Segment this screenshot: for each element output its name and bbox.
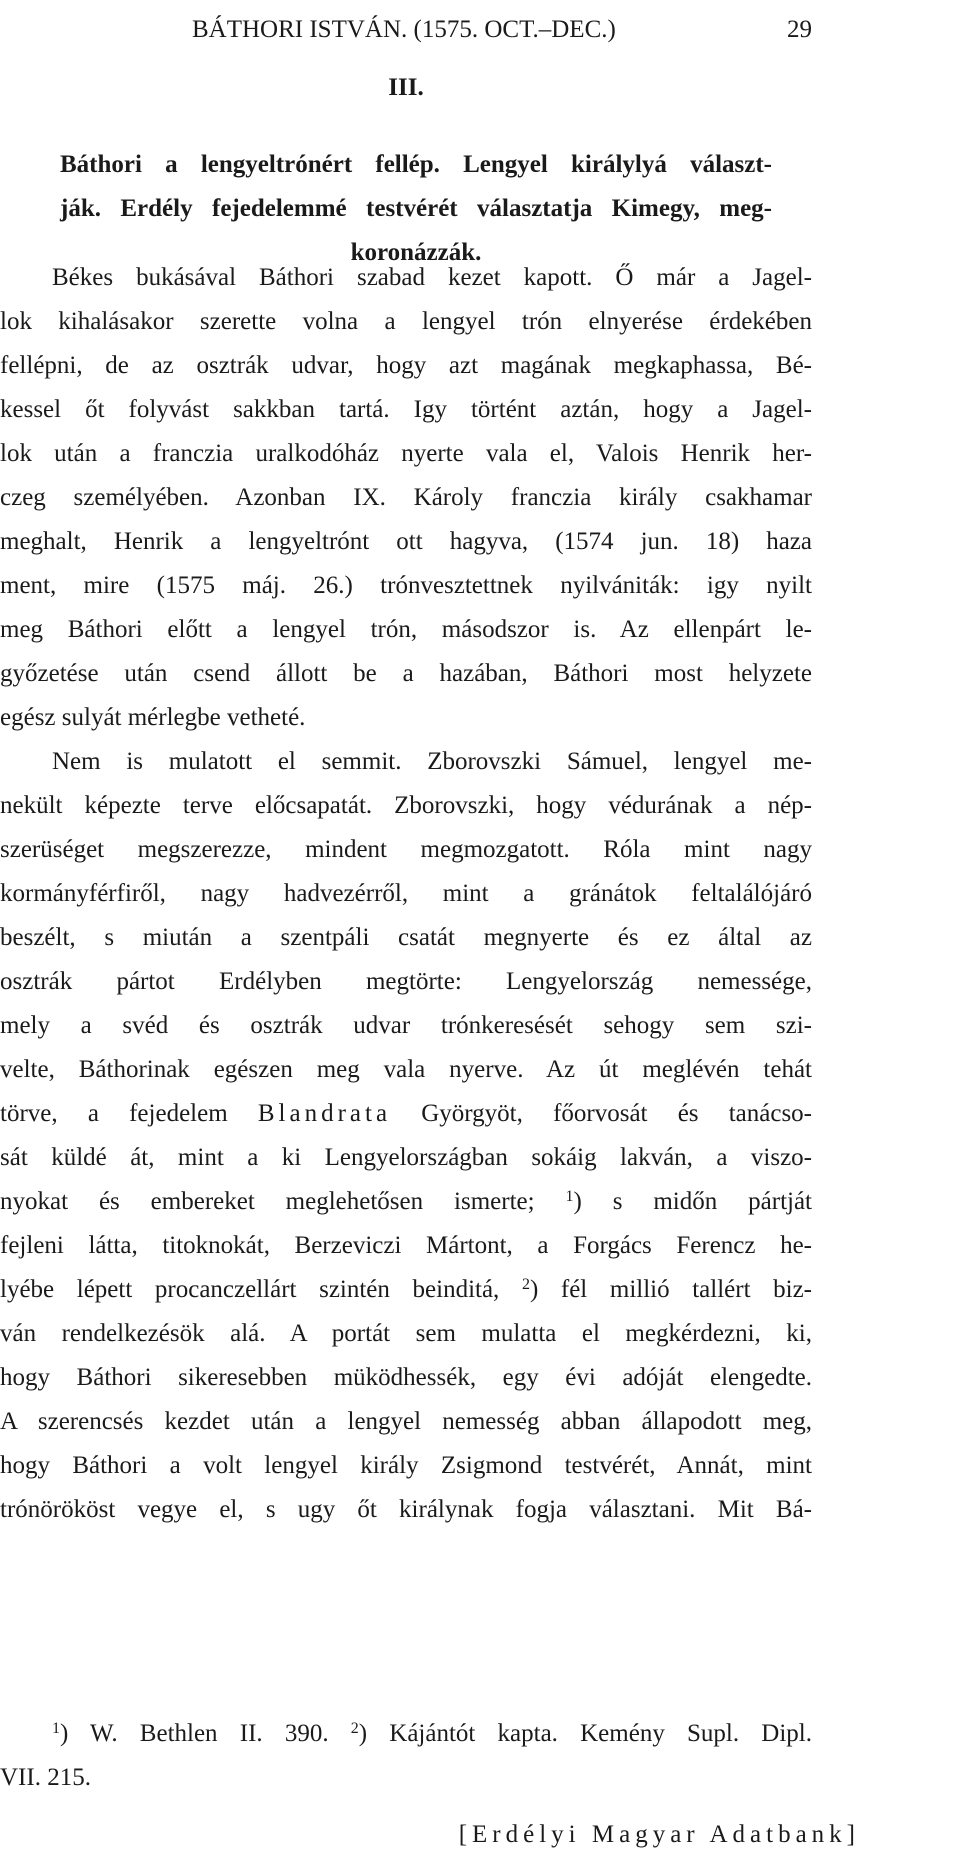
footnote-marker: 2	[521, 1276, 530, 1293]
text-line: ment, mire (1575 máj. 26.) trónvesztettnek nyilvániták: igy nyilt	[0, 572, 812, 599]
running-header-title: BÁTHORI ISTVÁN. (1575. OCT.–DEC.)	[192, 16, 616, 43]
text-line: fellépni, de az osztrák udvar, hogy azt magának megkaphassa, Bé-	[0, 352, 812, 379]
text-line: czeg személyében. Azonban IX. Károly franczia király csakhamar	[0, 484, 812, 511]
chapter-title-line: koronázzák.	[350, 239, 482, 266]
text-line: osztrák pártot Erdélyben megtörte: Lengyelország nemessége,	[0, 968, 812, 995]
footnotes	[0, 1712, 812, 1800]
text-line: velte, Báthorinak egészen meg vala nyerve. Az út meglévén tehát	[0, 1056, 812, 1083]
text-line	[0, 1268, 812, 1312]
text-fragment: lyébe lépett procanczellárt szintén beinditá,	[0, 1276, 500, 1303]
text-line: Nem is mulatott el semmit. Zborovszki Sámuel, lengyel me-	[52, 748, 812, 775]
text-line: ván rendelkezésök alá. A portát sem mulatta el megkérdezni, ki,	[0, 1320, 812, 1347]
text-line: egész sulyát mérlegbe vetheté.	[0, 704, 306, 731]
text-fragment: ) fél millió tallért biz-	[529, 1276, 813, 1303]
footnote-text: ) W. Bethlen II. 390.	[60, 1720, 329, 1747]
text-line: beszélt, s miután a szentpáli csatát megnyerte és ez által az	[0, 924, 812, 951]
text-line: Békes bukásával Báthori szabad kezet kapott. Ő már a Jagel-	[52, 264, 812, 291]
footnote-text: ) Kájántót kapta. Kemény Supl. Dipl.	[358, 1720, 812, 1747]
text-line: mely a svéd és osztrák udvar trónkeresését sehogy sem szi-	[0, 1012, 812, 1039]
text-fragment: Györgyöt, főorvosát és tanácso-	[421, 1100, 812, 1127]
footnote-line	[0, 1712, 812, 1756]
text-line: kessel őt folyvást sakkban tartá. Igy történt aztán, hogy a Jagel-	[0, 396, 812, 423]
text-line: szerüséget megszerezze, mindent megmozgatott. Róla mint nagy	[0, 836, 812, 863]
running-header	[192, 8, 812, 52]
text-line: fejleni látta, titoknokát, Berzeviczi Mártont, a Forgács Ferencz he-	[0, 1232, 812, 1259]
text-fragment: nyokat és embereket meglehetősen ismerte;	[0, 1188, 535, 1215]
text-line	[0, 1092, 812, 1136]
footer-watermark: [Erdélyi Magyar Adatbank]	[458, 1821, 860, 1848]
text-line: lok után a franczia uralkodóház nyerte vala el, Valois Henrik her-	[0, 440, 812, 467]
footnote-marker: 1	[565, 1188, 574, 1205]
footnote-line: VII. 215.	[0, 1764, 91, 1791]
text-line: A szerencsés kezdet után a lengyel nemesség abban állapodott meg,	[0, 1408, 812, 1435]
text-line: meghalt, Henrik a lengyeltrónt ott hagyva, (1574 jun. 18) haza	[0, 528, 812, 555]
text-fragment: ) s midőn pártját	[573, 1188, 812, 1215]
text-line: hogy Báthori sikeresebben müködhessék, egy évi adóját elengedte.	[0, 1364, 812, 1391]
body-text	[0, 256, 812, 1532]
page-number: 29	[787, 16, 812, 43]
text-fragment: törve, a fejedelem	[0, 1100, 228, 1127]
text-line: hogy Báthori a volt lengyel király Zsigmond testvérét, Annát, mint	[0, 1452, 812, 1479]
text-line: lok kihalásakor szerette volna a lengyel trón elnyerése érdekében	[0, 308, 812, 335]
text-line: meg Báthori előtt a lengyel trón, másodszor is. Az ellenpárt le-	[0, 616, 812, 643]
chapter-title-line: ják. Erdély fejedelemmé testvérét választatja Kimegy, meg-	[60, 195, 772, 222]
text-line: kormányférfiről, nagy hadvezérről, mint a gránátok feltalálójáró	[0, 880, 812, 907]
text-line: nekült képezte terve előcsapatát. Zborovszki, hogy védurának a nép-	[0, 792, 812, 819]
text-line: sát küldé át, mint a ki Lengyelországban sokáig lakván, a viszo-	[0, 1144, 812, 1171]
text-line: trónörököst vegye el, s ugy őt királynak fogja választani. Mit Bá-	[0, 1496, 812, 1523]
spaced-name: Blandrata	[257, 1100, 392, 1127]
chapter-number: III.	[388, 74, 424, 101]
footnote-marker: 1	[52, 1720, 60, 1737]
footnote-marker: 2	[350, 1720, 359, 1737]
chapter-title-line: Báthori a lengyeltrónért fellép. Lengyel királylyá választ-	[60, 151, 772, 178]
text-line	[0, 1180, 812, 1224]
text-line: győzetése után csend állott be a hazában, Báthori most helyzete	[0, 660, 812, 687]
